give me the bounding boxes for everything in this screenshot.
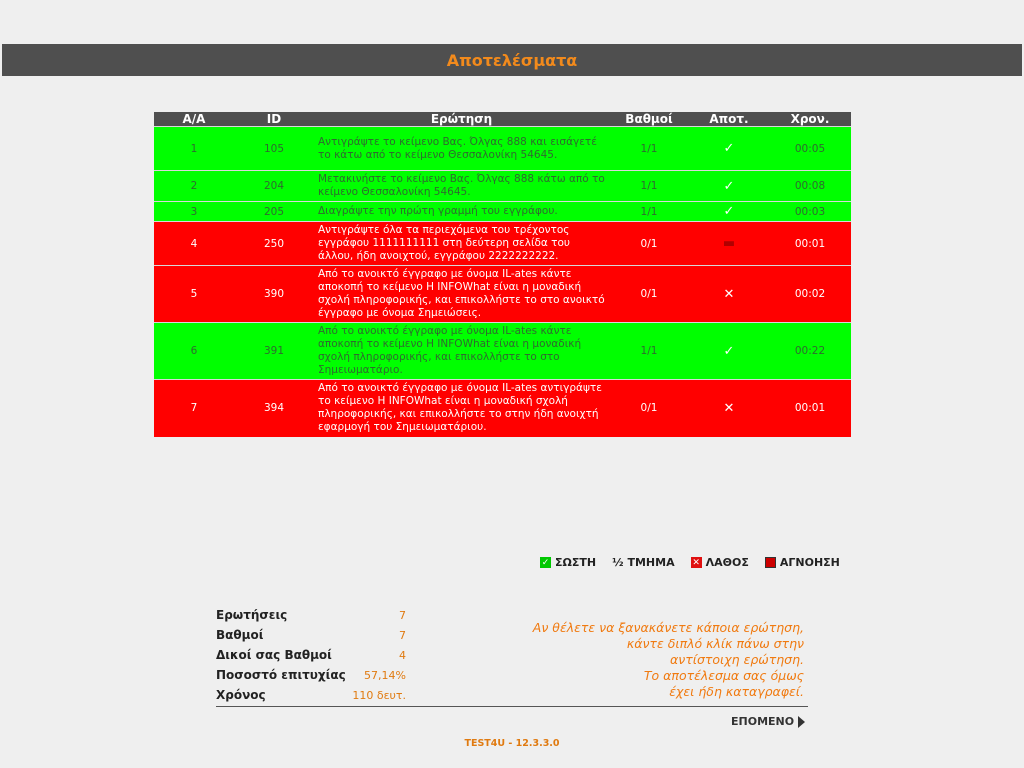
row-result <box>689 202 769 222</box>
row-num: 4 <box>154 222 234 266</box>
results-table <box>154 112 851 437</box>
legend-partial-label: ΤΜΗΜΑ <box>627 556 675 569</box>
stat-value: 110 δευτ. <box>352 688 406 702</box>
column-header-id: ID <box>234 112 314 127</box>
column-header-result: Αποτ. <box>689 112 769 127</box>
row-num: 7 <box>154 380 234 437</box>
row-score: 1/1 <box>609 171 689 202</box>
row-result <box>689 127 769 171</box>
check-icon: ✓ <box>723 343 735 359</box>
row-question: Από το ανοικτό έγγραφο με όνομα IL-ates αντιγράψτε το κείμενο Η INFOWhat είναι η μοναδική σχολή πληροφορικής, και επικολλήστε το στην ήδη ανοιχτή εφαρμογή του Σημειωματάριου. <box>314 380 609 437</box>
stat-your-points <box>216 645 406 665</box>
row-question: Αντιγράψτε όλα τα περιεχόμενα του τρέχοντος εγγράφου 1111111111 στη δεύτερη σελίδα του άλλου, ήδη ανοιχτού, εγγράφου 2222222222. <box>314 222 609 266</box>
cross-icon: ✕ <box>692 557 700 568</box>
row-score: 0/1 <box>609 266 689 323</box>
row-num: 5 <box>154 266 234 323</box>
row-score: 0/1 <box>609 222 689 266</box>
stat-label: Δικοί σας Βαθμοί <box>216 648 332 662</box>
legend-wrong-label: ΛΑΘΟΣ <box>705 556 749 569</box>
row-result <box>689 323 769 380</box>
table-header-row <box>154 112 851 127</box>
check-icon: ✓ <box>723 141 735 156</box>
row-time: 00:01 <box>769 380 851 437</box>
table-row[interactable] <box>154 222 851 266</box>
stat-points <box>216 625 406 645</box>
stats-summary <box>216 605 406 705</box>
row-id: 391 <box>234 323 314 380</box>
row-question: Διαγράψτε την πρώτη γραμμή του εγγράφου. <box>314 202 609 222</box>
row-id: 394 <box>234 380 314 437</box>
stat-value: 7 <box>399 608 406 622</box>
cross-icon: ✕ <box>723 400 735 416</box>
check-icon: ✓ <box>541 557 550 568</box>
row-id: 105 <box>234 127 314 171</box>
row-time: 00:22 <box>769 323 851 380</box>
chevron-right-icon <box>798 716 805 728</box>
legend-partial <box>612 556 675 569</box>
row-num: 6 <box>154 323 234 380</box>
stat-value: 7 <box>399 628 406 642</box>
stat-success-rate <box>216 665 406 685</box>
row-id: 205 <box>234 202 314 222</box>
hint-line: Το αποτέλεσμα σας όμως <box>643 668 804 683</box>
row-question: Από το ανοικτό έγγραφο με όνομα IL-ates κάντε αποκοπή το κείμενο Η INFOWhat είναι η μοναδική σχολή πληροφορικής, και επικολλήστε το στο ανοικτό έγγραφο με όνομα Σημειώσεις. <box>314 266 609 323</box>
table-row[interactable] <box>154 266 851 323</box>
column-header-question: Ερώτηση <box>314 112 609 127</box>
hint-line: αντίστοιχη ερώτηση. <box>669 652 804 667</box>
stat-value: 4 <box>399 648 406 662</box>
row-question: Από το ανοικτό έγγραφο με όνομα IL-ates κάντε αποκοπή το κείμενο Η INFOWhat είναι η μοναδική σχολή πληροφορικής, και επικολλήστε το στο Σημειωματάριο. <box>314 323 609 380</box>
table-row[interactable] <box>154 127 851 171</box>
table-row[interactable] <box>154 380 851 437</box>
row-score: 1/1 <box>609 127 689 171</box>
row-id: 250 <box>234 222 314 266</box>
row-score: 0/1 <box>609 380 689 437</box>
row-question: Αντιγράψτε το κείμενο Βας. Όλγας 888 και εισάγετέ το κάτω από το κείμενο Θεσσαλονίκη 54645. <box>314 127 609 171</box>
stat-time <box>216 685 406 705</box>
table-row[interactable] <box>154 202 851 222</box>
stat-value: 57,14% <box>364 668 406 682</box>
row-num: 1 <box>154 127 234 171</box>
row-question: Μετακινήστε το κείμενο Βας. Όλγας 888 κάτω από το κείμενο Θεσσαλονίκη 54645. <box>314 171 609 202</box>
stat-questions <box>216 605 406 625</box>
hint-line: κάντε διπλό κλίκ πάνω στην <box>626 636 804 651</box>
row-time: 00:02 <box>769 266 851 323</box>
legend-ignored <box>765 556 840 569</box>
row-num: 3 <box>154 202 234 222</box>
check-icon: ✓ <box>723 178 735 194</box>
row-id: 204 <box>234 171 314 202</box>
page-title-bar <box>2 44 1022 76</box>
table-row[interactable] <box>154 171 851 202</box>
legend <box>540 556 840 569</box>
column-header-time: Χρον. <box>769 112 851 127</box>
retry-hint <box>470 620 804 700</box>
page-title: Αποτελέσματα <box>446 50 578 70</box>
row-score: 1/1 <box>609 202 689 222</box>
footer-version: TEST4U - 12.3.3.0 <box>464 738 560 749</box>
row-time: 00:08 <box>769 171 851 202</box>
next-button[interactable] <box>731 715 805 728</box>
row-time: 00:01 <box>769 222 851 266</box>
row-result <box>689 266 769 323</box>
row-id: 390 <box>234 266 314 323</box>
row-result <box>689 222 769 266</box>
stat-label: Ποσοστό επιτυχίας <box>216 668 346 682</box>
stat-label: Ερωτήσεις <box>216 608 288 622</box>
next-label: ΕΠΟΜΕΝΟ <box>731 715 795 728</box>
row-time: 00:05 <box>769 127 851 171</box>
column-header-num: Α/Α <box>154 112 234 127</box>
stat-label: Χρόνος <box>216 688 266 702</box>
row-result <box>689 171 769 202</box>
cross-icon: ✕ <box>723 286 735 302</box>
row-score: 1/1 <box>609 323 689 380</box>
row-result <box>689 380 769 437</box>
half-icon: ½ <box>612 556 624 569</box>
row-time: 00:03 <box>769 202 851 222</box>
check-icon: ✓ <box>723 204 735 219</box>
legend-correct-label: ΣΩΣΤΗ <box>555 556 597 569</box>
row-num: 2 <box>154 171 234 202</box>
legend-wrong <box>691 556 749 569</box>
hint-line: έχει ήδη καταγραφεί. <box>669 684 804 699</box>
legend-correct <box>540 556 596 569</box>
stat-label: Βαθμοί <box>216 628 264 642</box>
table-row[interactable] <box>154 323 851 380</box>
legend-ignored-label: ΑΓΝΟΗΣΗ <box>779 556 840 569</box>
column-header-score: Βαθμοί <box>609 112 689 127</box>
ignored-icon <box>765 557 776 568</box>
hint-line: Αν θέλετε να ξανακάνετε κάποια ερώτηση, <box>532 620 804 635</box>
divider <box>216 706 808 707</box>
ignored-icon: ▬ <box>722 236 736 251</box>
